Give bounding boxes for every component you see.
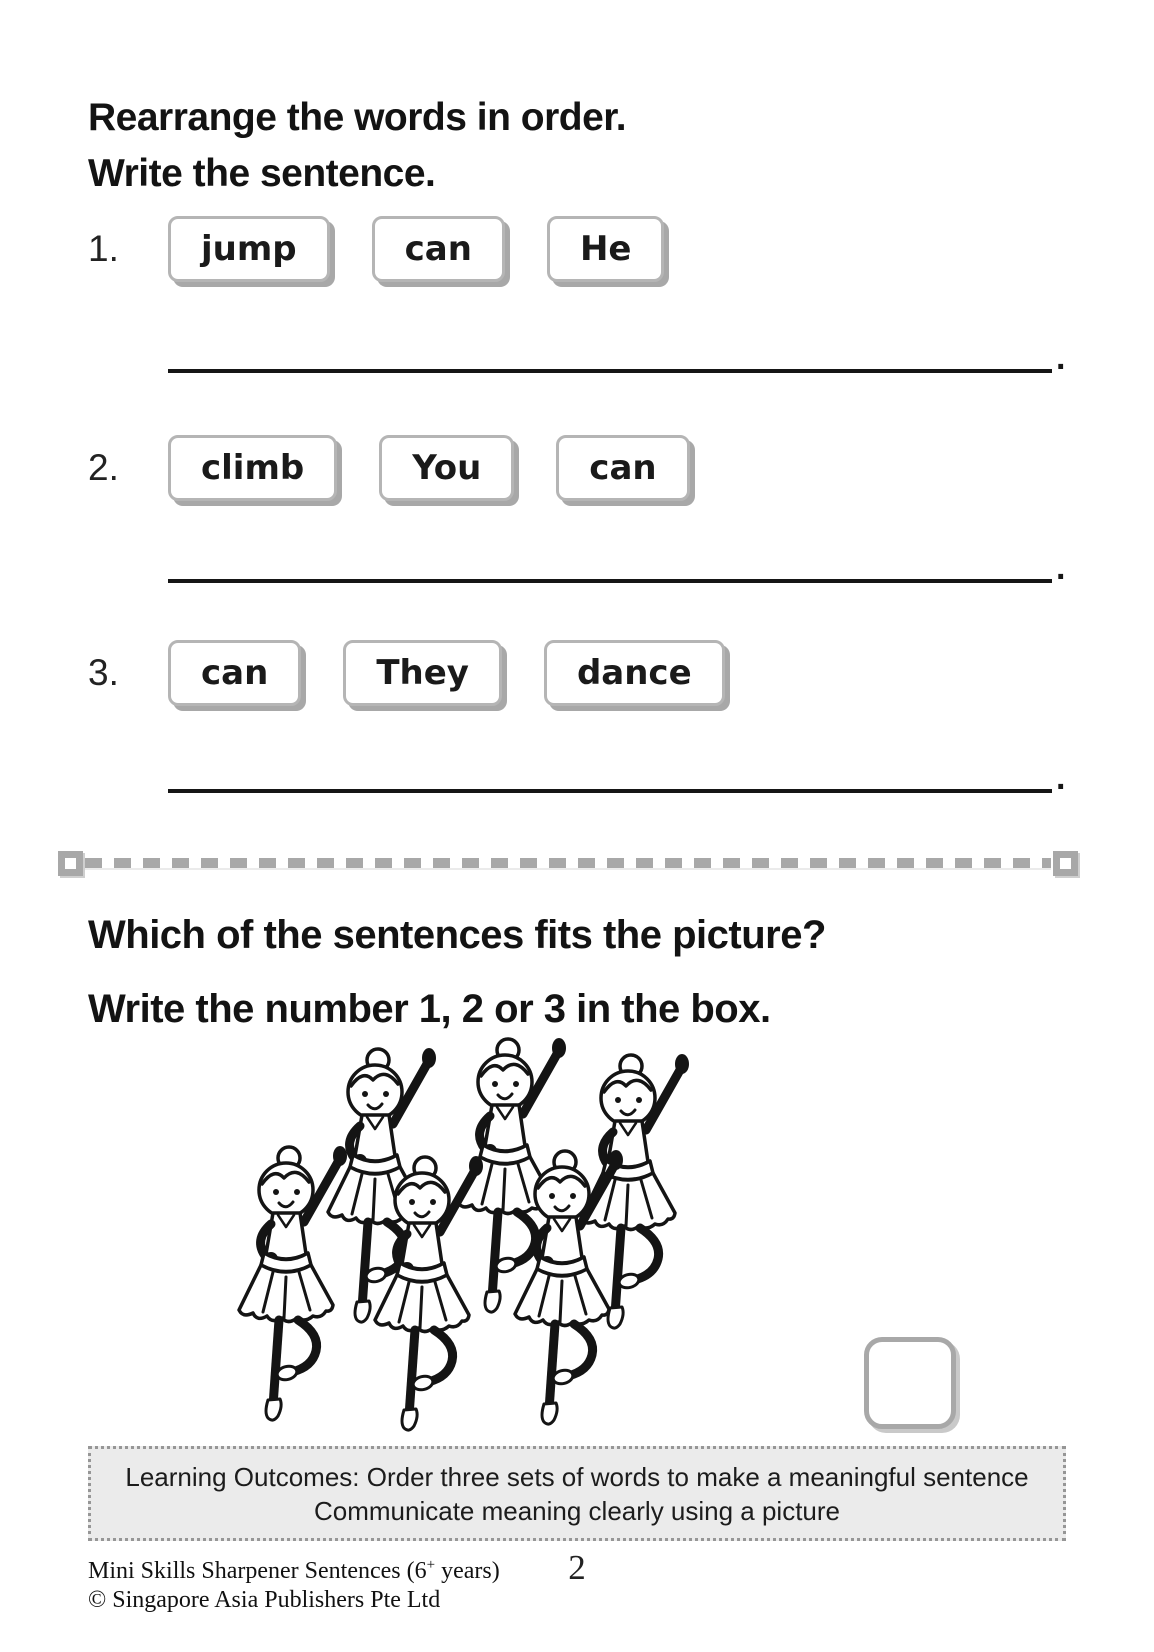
learning-outcomes-box — [88, 1446, 1066, 1541]
exercise-2-row — [88, 435, 690, 501]
answer-line-3[interactable] — [168, 750, 1068, 797]
word-card: can — [372, 216, 505, 282]
exercise-1-row — [88, 216, 664, 282]
answer-line-2[interactable] — [168, 540, 1068, 587]
section-divider — [58, 850, 1078, 876]
ballet-dancers-illustration — [212, 1028, 712, 1440]
word-card: jump — [168, 216, 330, 282]
word-card: climb — [168, 435, 337, 501]
section1-heading — [88, 90, 626, 202]
footer-series-title: Mini Skills Sharpener Sentences (6+ years) — [88, 1557, 500, 1584]
answer-line-1[interactable] — [168, 330, 1068, 377]
word-card: He — [547, 216, 665, 282]
answer-box[interactable] — [864, 1337, 956, 1429]
section2-heading-line2: Write the number 1, 2 or 3 in the box. — [88, 987, 771, 1031]
divider-dashed-line — [85, 858, 1051, 868]
learning-outcomes-line2: Communicate meaning clearly using a picture — [313, 1495, 841, 1526]
word-card: can — [556, 435, 689, 501]
word-card: You — [379, 435, 514, 501]
word-card: They — [343, 640, 502, 706]
section2-heading-line1: Which of the sentences fits the picture? — [88, 913, 826, 957]
exercise-3-number: 3. — [88, 652, 119, 693]
answer-rule[interactable] — [168, 540, 1052, 583]
answer-rule[interactable] — [168, 750, 1052, 793]
exercise-2-number: 2. — [88, 447, 119, 488]
word-card: can — [168, 640, 301, 706]
sentence-period: . — [1056, 759, 1066, 797]
learning-outcomes-line1: Learning Outcomes: Order three sets of words to make a meaningful sentence — [125, 1461, 1029, 1492]
answer-rule[interactable] — [168, 330, 1052, 373]
footer-copyright: © Singapore Asia Publishers Pte Ltd — [88, 1587, 441, 1613]
footer-series-sup: + — [426, 1557, 436, 1573]
sentence-period: . — [1056, 339, 1066, 377]
page-number: 2 — [568, 1548, 586, 1587]
exercise-1-number: 1. — [88, 228, 119, 269]
word-card: dance — [544, 640, 725, 706]
section1-heading-line2: Write the sentence. — [88, 152, 436, 195]
sentence-period: . — [1056, 549, 1066, 587]
section1-heading-line1: Rearrange the words in order. — [88, 96, 627, 139]
divider-left-square-icon — [58, 851, 83, 876]
divider-right-square-icon — [1053, 851, 1078, 876]
exercise-3-row — [88, 640, 725, 706]
section2-heading — [88, 898, 826, 1046]
